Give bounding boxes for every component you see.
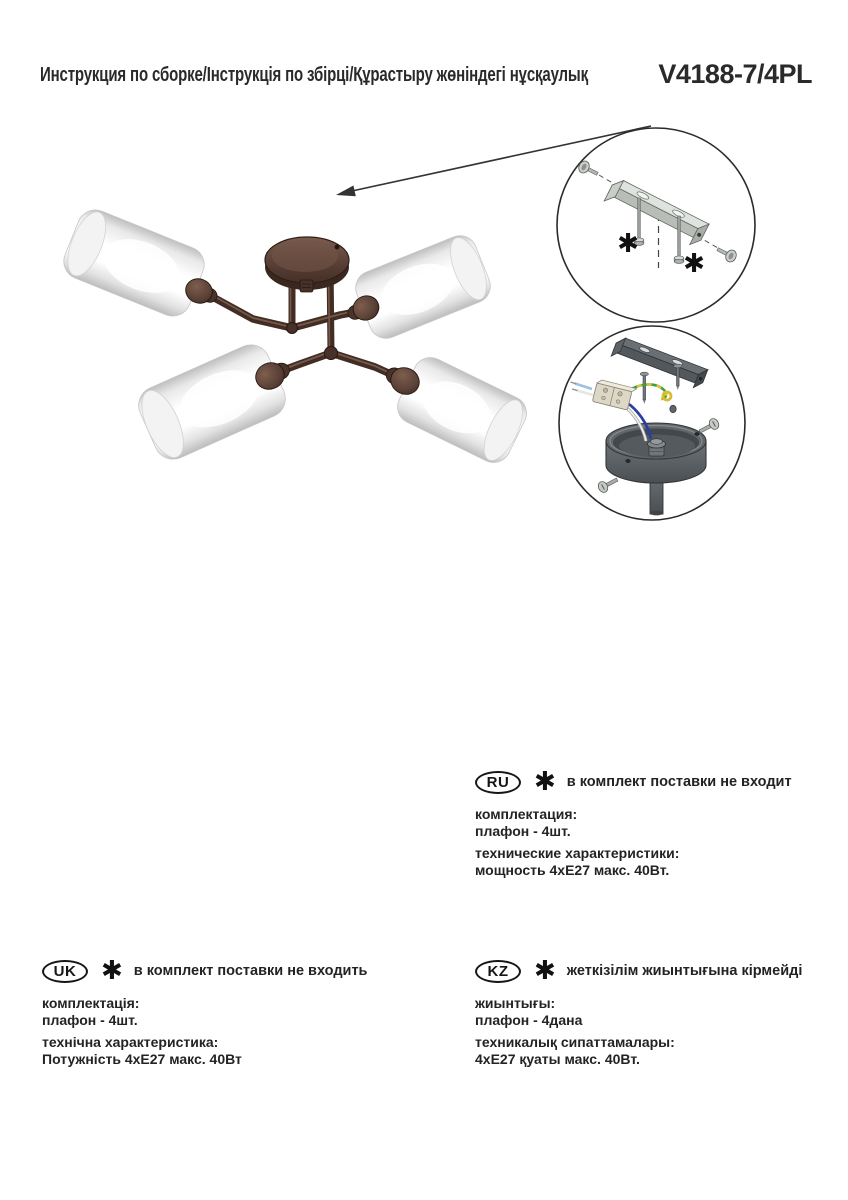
language-badge-kz: KZ <box>475 960 521 983</box>
language-badge-ru: RU <box>475 771 521 794</box>
spec-label-kz: техникалық сипаттамалары: <box>475 1034 675 1050</box>
ceiling-lamp <box>58 205 532 469</box>
page-title <box>40 58 812 90</box>
kit-label-ru: комплектация: <box>475 806 578 822</box>
kit-value-kz: плафон - 4дана <box>475 1012 583 1028</box>
section-uk <box>42 958 414 1068</box>
kit-label-kz: жиынтығы: <box>475 995 556 1011</box>
wire-hub <box>648 439 666 456</box>
nut <box>670 405 676 413</box>
asterisk-icon: ✱ <box>101 956 123 986</box>
lamp-shade-right <box>351 231 496 344</box>
spec-value-ru: мощность 4хЕ27 макс. 40Вт. <box>475 862 670 878</box>
canopy <box>265 237 349 292</box>
language-badge-uk: UK <box>42 960 88 983</box>
spec-value-kz: 4хЕ27 қуаты макс. 40Вт. <box>475 1051 640 1067</box>
section-kz <box>475 958 847 1068</box>
asterisk-icon: ✱ <box>534 956 556 986</box>
section-ru <box>475 769 847 879</box>
not-included-asterisk-icon: ✱ <box>683 249 705 279</box>
arm-joint-lower <box>325 347 338 360</box>
section-ru-header <box>475 769 847 795</box>
lamp-shade-top-left <box>58 205 209 322</box>
not-included-note-uk: в комплект поставки не входить <box>133 962 368 979</box>
lamp-shade-bottom-right <box>392 352 532 468</box>
arm-joint-upper <box>287 323 298 334</box>
not-included-note-ru: в комплект поставки не входит <box>566 773 792 790</box>
model-number: V4188-7/4PL <box>658 59 812 89</box>
asterisk-icon: ✱ <box>534 767 556 797</box>
section-kz-header <box>475 958 847 984</box>
not-included-asterisk-icon: ✱ <box>617 229 639 259</box>
spec-label-uk: технічна характеристика: <box>42 1034 219 1050</box>
kit-label-uk: комплектація: <box>42 995 140 1011</box>
not-included-note-kz: жеткізілім жиынтығына кірмейді <box>566 962 803 979</box>
spec-label-ru: технические характеристики: <box>475 845 680 861</box>
kit-value-uk: плафон - 4шт. <box>42 1012 138 1028</box>
title-text: Инструкция по сборке/Інструкція по збірці/Құрастыру жөніндегі нұсқаулық <box>40 64 588 86</box>
detail-circle-wiring <box>559 326 745 520</box>
lamp-shade-bottom-left <box>133 339 292 465</box>
spec-value-uk: Потужність 4хЕ27 макс. 40Вт <box>42 1051 242 1067</box>
kit-value-ru: плафон - 4шт. <box>475 823 571 839</box>
canopy-screw <box>335 245 340 250</box>
rim-hole <box>694 432 699 436</box>
detail-circle-bracket <box>557 128 755 322</box>
rim-hole <box>625 459 630 463</box>
section-uk-header <box>42 958 414 984</box>
